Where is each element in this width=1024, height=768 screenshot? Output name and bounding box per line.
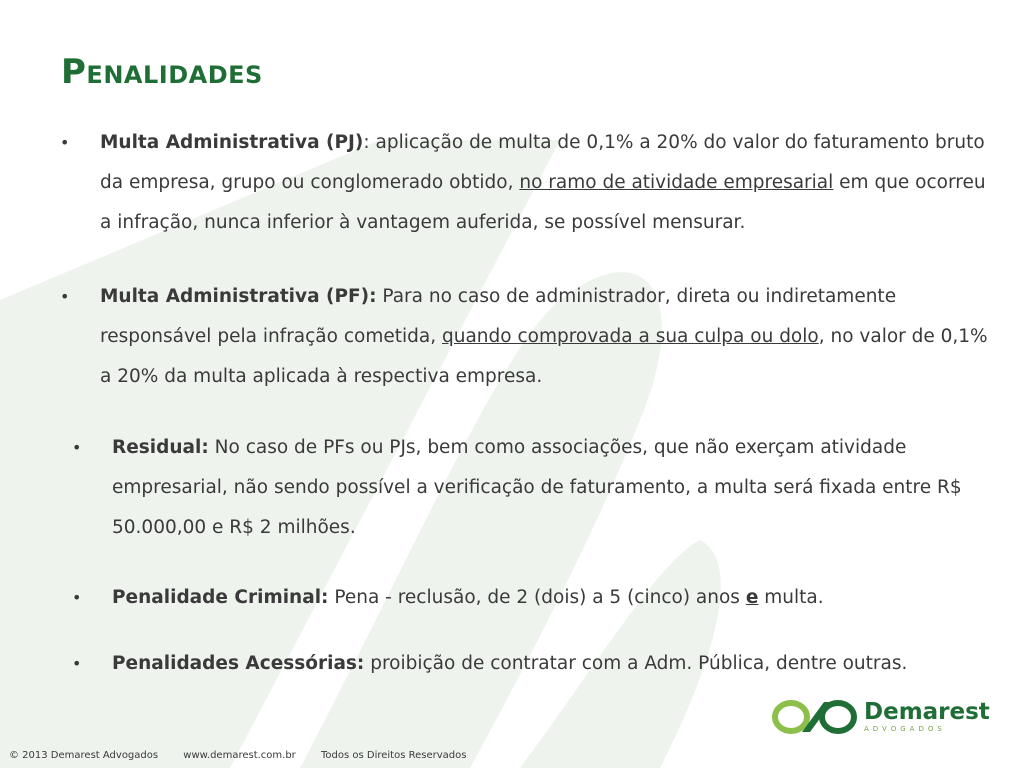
footer: [9, 750, 488, 761]
item-text-cont: em que ocorreu a infração, nunca inferior à vantagem auferida, se possível mensurar.: [100, 172, 986, 233]
item-lead-sep: :: [363, 132, 370, 153]
item-text: Para no caso de administrador, direta ou indiretamente responsável pela infração cometida,: [100, 286, 897, 347]
item-underline: no ramo de atividade empresarial: [519, 172, 834, 193]
bullet-marker: •: [72, 438, 82, 457]
demarest-logo: [772, 698, 990, 736]
item-lead: Multa Administrativa (PF):: [100, 286, 377, 307]
item-lead: Multa Administrativa (PJ): [100, 132, 364, 153]
bullet-marker: •: [60, 287, 70, 306]
footer-website[interactable]: www.demarest.com.br: [183, 750, 296, 761]
item-lead: Penalidade Criminal:: [112, 587, 329, 608]
logo-name: Demarest: [864, 699, 990, 725]
item-underline: quando comprovada a sua culpa ou dolo: [441, 326, 819, 347]
bullet-marker: •: [72, 654, 82, 673]
item-text: No caso de PFs ou PJs, bem como associações, que não exerçam atividade empresarial, não sendo possível a verificação de faturamento, a multa será fixada entre R$ 50.000,00 e R$ 2 milhões.: [112, 437, 962, 538]
item-text: Pena - reclusão, de 2 (dois) a 5 (cinco) anos: [328, 587, 746, 608]
footer-rights: Todos os Direitos Reservados: [320, 750, 467, 761]
logo-mark-icon: [772, 698, 858, 736]
page-title: Penalidades: [61, 52, 263, 92]
list-item-acessorias: [72, 644, 992, 684]
list-item-residual: [72, 428, 992, 548]
logo-subtitle: ADVOGADOS: [864, 725, 946, 733]
list-item-multa-pj: [60, 123, 995, 243]
footer-copyright: © 2013 Demarest Advogados: [9, 750, 159, 761]
item-lead: Residual:: [112, 437, 209, 458]
item-lead: Penalidades Acessórias:: [112, 653, 365, 674]
item-underline: e: [745, 587, 759, 608]
item-text-cont: , no valor de 0,1% a 20% da multa aplicada à respectiva empresa.: [100, 326, 988, 387]
bullet-marker: •: [72, 588, 82, 607]
item-text: aplicação de multa de 0,1% a 20% do valor do faturamento bruto da empresa, grupo ou conglomerado obtido,: [100, 132, 985, 193]
item-text-cont: multa.: [758, 587, 824, 608]
list-item-multa-pf: [60, 277, 995, 397]
list-item-criminal: [72, 578, 992, 618]
item-text: proibição de contratar com a Adm. Pública, dentre outras.: [364, 653, 908, 674]
bullet-marker: •: [60, 133, 70, 152]
